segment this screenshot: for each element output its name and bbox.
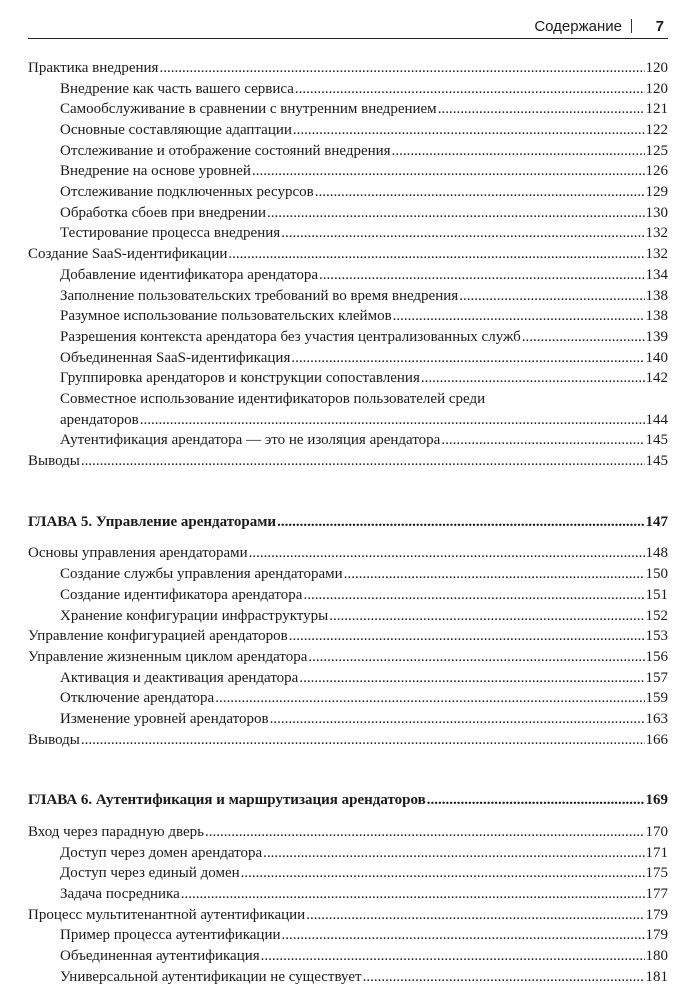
toc-entry (28, 306, 668, 327)
toc-entry-page: 181 (645, 968, 668, 985)
toc-leader-dots (329, 606, 644, 627)
toc-entry-page: 150 (645, 566, 668, 583)
toc-leader-dots (205, 822, 645, 843)
toc-entry (28, 430, 668, 451)
toc-entry (28, 244, 668, 265)
toc-entry-page: 157 (645, 669, 668, 686)
toc-entry-text: Выводы (28, 453, 80, 470)
toc-entry (28, 79, 668, 100)
toc-leader-dots (438, 99, 645, 120)
toc-leader-dots (270, 709, 645, 730)
toc-leader-dots (267, 203, 645, 224)
toc-entry-page: 138 (645, 308, 668, 325)
toc-entry-page: 179 (645, 906, 668, 923)
toc-leader-dots (522, 327, 645, 348)
toc-entry (28, 58, 668, 79)
toc-entry (28, 843, 668, 864)
toc-entry (28, 709, 668, 730)
toc-entry-text: Основы управления арендаторами (28, 545, 248, 562)
toc-leader-dots (282, 925, 645, 946)
chapter-title: ГЛАВА 5. Управление арендаторами (28, 513, 277, 530)
toc-entry-page: 144 (645, 411, 668, 428)
toc-leader-dots (252, 161, 645, 182)
toc-entry-line2 (60, 410, 668, 431)
toc-entry (28, 967, 668, 988)
toc-leader-dots (306, 905, 644, 926)
header-page-number: 7 (655, 18, 664, 35)
toc-leader-dots (277, 512, 644, 533)
toc-entry-text: Задача посредника (60, 886, 180, 903)
toc-entry-text: Создание службы управления арендаторами (60, 566, 343, 583)
chapter-page: 147 (645, 513, 668, 530)
toc-entry-text: Заполнение пользовательских требований во время внедрения (60, 287, 459, 304)
toc-entry-text: Вход через парадную дверь (28, 824, 204, 840)
toc-entry-page: 152 (645, 607, 668, 624)
toc-entry-text: Внедрение на основе уровней (60, 163, 251, 180)
toc-entry-text: Выводы (28, 731, 80, 748)
toc-block-chapter4-continued (28, 58, 668, 389)
toc-entry-text: Хранение конфигурации инфраструктуры (60, 607, 329, 624)
toc-entry-page: 126 (645, 163, 668, 180)
toc-entry-text: Создание SaaS-идентификации (28, 246, 228, 263)
toc-entry (28, 688, 668, 709)
toc-entry (28, 884, 668, 905)
toc-entry-page: 180 (645, 948, 668, 965)
toc-entry-text: Доступ через единый домен (60, 865, 240, 882)
toc-entry (28, 822, 668, 843)
toc-entry-text: Изменение уровней арендаторов (60, 710, 269, 727)
toc-entry (28, 863, 668, 884)
toc-leader-dots (299, 668, 644, 689)
toc-leader-dots (289, 626, 645, 647)
toc-entry-page: 120 (645, 80, 668, 97)
chapter-page: 169 (645, 792, 668, 809)
toc-leader-dots (293, 120, 645, 141)
toc-leader-dots (281, 223, 644, 244)
toc-entry-text-line1: Совместное использование идентификаторов пользователей среди (60, 391, 486, 407)
toc-leader-dots (363, 967, 645, 988)
toc-leader-dots (459, 286, 644, 307)
header-separator (631, 19, 632, 33)
toc-entry (28, 946, 668, 967)
toc-entry-page: 138 (645, 287, 668, 304)
toc-entry-page: 159 (645, 690, 668, 707)
toc-entry-page: 177 (645, 886, 668, 903)
toc-leader-dots (81, 730, 645, 751)
toc-entry-text: Пример процесса аутентификации (60, 927, 281, 944)
toc-entry-page: 163 (645, 710, 668, 727)
toc-leader-dots (319, 265, 644, 286)
toc-block-chapter6 (28, 822, 668, 988)
toc-leader-dots (393, 306, 645, 327)
toc-leader-dots (344, 564, 645, 585)
toc-entry-text: Разумное использование пользовательских клеймов (60, 308, 392, 325)
toc-entry-page: 156 (645, 648, 668, 665)
toc-entry (28, 647, 668, 668)
toc-entry-page: 145 (645, 432, 668, 449)
toc-entry (28, 925, 668, 946)
toc-leader-dots (315, 182, 645, 203)
toc-entry (28, 120, 668, 141)
toc-entry-page: 170 (645, 824, 668, 840)
toc-entry (28, 668, 668, 689)
toc-entry (28, 327, 668, 348)
toc-entry (28, 564, 668, 585)
toc-leader-dots (295, 79, 645, 100)
toc-entry-page: 121 (645, 101, 668, 118)
toc-entry-text: Отключение арендатора (60, 690, 215, 707)
toc-entry-text: Тестирование процесса внедрения (60, 225, 281, 242)
toc-entry (28, 203, 668, 224)
toc-chapter-6 (28, 790, 668, 811)
toc-entry (28, 543, 668, 564)
toc-entry (28, 161, 668, 182)
toc-entry-page: 153 (645, 628, 668, 645)
toc-entry (28, 182, 668, 203)
toc-leader-dots (81, 451, 645, 472)
toc-entry-page: 122 (645, 122, 668, 139)
toc-entry (28, 286, 668, 307)
toc-entry-page: 171 (645, 844, 668, 861)
toc-entry-page: 166 (645, 731, 668, 748)
toc-entry (28, 730, 668, 751)
toc-entry-page: 175 (645, 865, 668, 882)
chapter-title: ГЛАВА 6. Аутентификация и маршрутизация арендаторов (28, 792, 426, 809)
toc-chapter-5 (28, 512, 668, 533)
toc-entry-text: Создание идентификатора арендатора (60, 586, 303, 603)
toc-leader-dots (392, 141, 645, 162)
toc-entry-page: 120 (645, 59, 668, 76)
toc-entry (28, 626, 668, 647)
toc-leader-dots (441, 430, 644, 451)
toc-entry-page: 151 (645, 586, 668, 603)
toc-entry-page: 139 (645, 328, 668, 345)
toc-entry-text: Активация и деактивация арендатора (60, 669, 299, 686)
toc-entry-page: 125 (645, 142, 668, 159)
toc-entry-text: Отслеживание подключенных ресурсов (60, 184, 314, 201)
toc-leader-dots (159, 58, 644, 79)
toc-entry (28, 265, 668, 286)
toc-leader-dots (261, 946, 645, 967)
toc-entry (28, 368, 668, 389)
toc-leader-dots (228, 244, 644, 265)
toc-entry-text: Аутентификация арендатора — это не изоляция арендатора (60, 432, 441, 449)
toc-leader-dots (427, 790, 645, 811)
toc-entry-page: 129 (645, 184, 668, 201)
toc-entry-page: 148 (645, 545, 668, 562)
toc-entry (28, 224, 668, 245)
toc-entry-text: Добавление идентификатора арендатора (60, 266, 319, 283)
toc-entry-text: Процесс мультитенантной аутентификации (28, 906, 306, 923)
toc-entry-page: 145 (645, 453, 668, 470)
toc-entry-text: Группировка арендаторов и конструкции сопоставления (60, 370, 420, 387)
toc-leader-dots (291, 348, 644, 369)
toc-leader-dots (140, 410, 645, 431)
toc-entry-page: 132 (645, 225, 668, 242)
toc-entry-text: Разрешения контекста арендатора без участия централизованных служб (60, 328, 521, 345)
running-header (28, 18, 668, 39)
toc-entry-text: Самообслуживание в сравнении с внутренним внедрением (60, 101, 437, 118)
toc-leader-dots (215, 688, 644, 709)
toc-entry-page: 142 (645, 370, 668, 387)
toc-entry-text: Универсальной аутентификации не существует (60, 968, 362, 985)
toc-entry-text: Доступ через домен арендатора (60, 844, 263, 861)
toc-entry-page: 134 (645, 266, 668, 283)
toc-entry-text: Объединенная SaaS-идентификация (60, 349, 291, 366)
toc-leader-dots (249, 543, 645, 564)
toc-entry (28, 606, 668, 627)
table-of-contents (28, 58, 668, 988)
header-title: Содержание (534, 18, 622, 35)
toc-leader-dots (241, 863, 645, 884)
toc-entry-page: 140 (645, 349, 668, 366)
toc-leader-dots (181, 884, 645, 905)
toc-leader-dots (421, 368, 645, 389)
toc-entry (28, 585, 668, 606)
toc-leader-dots (263, 843, 644, 864)
toc-entry-page: 130 (645, 204, 668, 221)
toc-entry-text: Управление конфигурацией арендаторов (28, 628, 288, 645)
toc-block-chapter4-end (28, 430, 668, 471)
toc-block-chapter5 (28, 543, 668, 750)
toc-entry (28, 348, 668, 369)
toc-entry (28, 141, 668, 162)
toc-entry-text: Объединенная аутентификация (60, 948, 260, 965)
toc-entry (28, 99, 668, 120)
toc-entry-text: Внедрение как часть вашего сервиса (60, 80, 294, 97)
toc-entry (28, 905, 668, 926)
toc-entry-text-line2: арендаторов (60, 411, 139, 428)
toc-entry-text: Практика внедрения (28, 59, 159, 76)
toc-leader-dots (308, 647, 644, 668)
toc-entry-text: Основные составляющие адаптации (60, 122, 292, 139)
toc-entry-page: 179 (645, 927, 668, 944)
toc-entry-text: Управление жизненным циклом арендатора (28, 648, 308, 665)
toc-entry-text: Обработка сбоев при внедрении (60, 204, 266, 221)
toc-entry-page: 132 (645, 246, 668, 263)
toc-entry-text: Отслеживание и отображение состояний внедрения (60, 142, 391, 159)
toc-entry (28, 451, 668, 472)
toc-leader-dots (303, 585, 644, 606)
toc-entry-multiline (28, 389, 668, 430)
